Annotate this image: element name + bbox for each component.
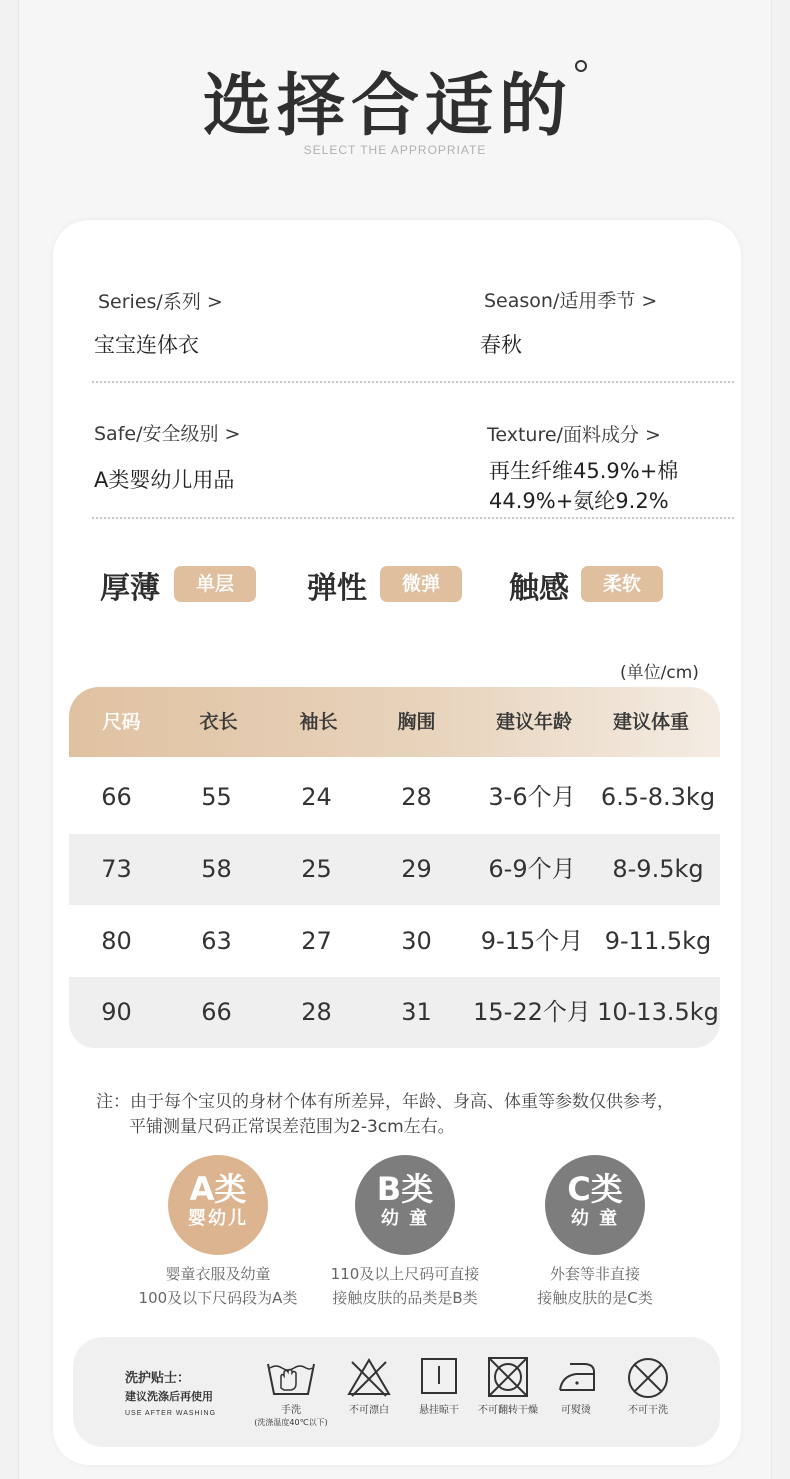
no-tumble-dry-label: 不可翻转干燥 (478, 1405, 538, 1416)
unit-label: (单位/cm) (620, 663, 699, 683)
page-title: 选择合适的 (0, 52, 790, 149)
table-cell: 9-15个月 (480, 927, 584, 955)
column-header: 建议体重 (612, 711, 689, 733)
no-bleach-icon (346, 1356, 392, 1398)
series-label: Series/系列 > (98, 291, 223, 313)
feature-touch-tag: 柔软 (581, 566, 663, 602)
divider (92, 517, 734, 519)
table-cell: 90 (101, 998, 132, 1026)
table-cell: 58 (201, 855, 232, 883)
column-header: 胸围 (397, 711, 436, 733)
table-cell: 66 (101, 783, 132, 811)
series-value: 宝宝连体衣 (94, 333, 199, 357)
texture-value: 再生纤维45.9%+棉 44.9%+氨纶9.2% (489, 459, 679, 513)
table-cell: 55 (201, 783, 232, 811)
table-row (69, 977, 720, 1048)
season-label: Season/适用季节 > (484, 290, 658, 312)
table-cell: 8-9.5kg (612, 855, 704, 883)
iron-icon (556, 1356, 598, 1396)
table-cell: 3-6个月 (488, 783, 576, 811)
page-subtitle: SELECT THE APPROPRIATE (303, 143, 487, 157)
no-bleach-label: 不可漂白 (349, 1405, 389, 1416)
table-cell: 63 (201, 927, 232, 955)
season-value: 春秋 (480, 333, 522, 357)
texture-label: Texture/面料成分 > (487, 424, 661, 446)
safe-label: Safe/安全级别 > (94, 423, 241, 445)
hang-dry-icon (420, 1356, 458, 1396)
class-a-badge: A类 婴幼儿 (168, 1155, 268, 1255)
no-dry-clean-icon (626, 1356, 670, 1400)
class-b-description: 110及以上尺码可直接 接触皮肤的品类是B类 (330, 1265, 480, 1307)
hang-dry-label: 悬挂晾干 (419, 1405, 459, 1416)
care-subtitle: 建议洗涤后再使用 (125, 1390, 213, 1403)
table-cell: 29 (401, 855, 432, 883)
table-cell: 80 (101, 927, 132, 955)
size-table-header (69, 687, 720, 757)
class-c-badge: C类 幼 童 (545, 1155, 645, 1255)
title-ring-mark (575, 60, 587, 72)
table-row (69, 834, 720, 905)
column-header: 建议年龄 (495, 711, 572, 733)
table-cell: 66 (201, 998, 232, 1026)
feature-touch: 触感 (509, 571, 569, 606)
feature-thickness: 厚薄 (100, 571, 160, 606)
table-cell: 10-13.5kg (597, 998, 719, 1026)
care-title: 洗护贴士： (125, 1371, 191, 1386)
care-english: USE AFTER WASHING (125, 1410, 217, 1417)
table-cell: 6-9个月 (488, 855, 576, 883)
table-cell: 6.5-8.3kg (600, 783, 716, 811)
no-tumble-dry-icon (487, 1356, 529, 1398)
table-row (69, 906, 720, 977)
feature-elasticity-tag: 微弹 (380, 566, 462, 602)
iron-label: 可熨烫 (561, 1405, 591, 1416)
column-header: 尺码 (102, 711, 141, 733)
feature-thickness-tag: 单层 (174, 566, 256, 602)
table-cell: 31 (401, 998, 432, 1026)
no-dry-clean-label: 不可干洗 (628, 1405, 668, 1416)
feature-elasticity: 弹性 (307, 571, 367, 606)
divider (92, 381, 734, 383)
safe-value: A类婴幼儿用品 (94, 468, 235, 492)
table-cell: 73 (101, 855, 132, 883)
table-cell: 30 (401, 927, 432, 955)
table-cell: 25 (301, 855, 332, 883)
column-header: 衣长 (199, 711, 238, 733)
class-c-description: 外套等非直接 接触皮肤的是C类 (537, 1265, 653, 1307)
hand-wash-label: 手洗 (洗涤温度40℃以下) (254, 1405, 328, 1427)
table-cell: 28 (301, 998, 332, 1026)
hand-wash-icon (266, 1356, 316, 1400)
table-cell: 15-22个月 (473, 998, 591, 1026)
measurement-note: 注：由于每个宝贝的身材个体有所差异，年龄、身高、体重等参数仅供参考， 平铺测量尺码正常误差范围为2-3cm左右。 (96, 1092, 674, 1137)
table-cell: 27 (301, 927, 332, 955)
table-cell: 24 (301, 783, 332, 811)
table-cell: 9-11.5kg (604, 927, 712, 955)
column-header: 袖长 (299, 711, 338, 733)
class-b-badge: B类 幼 童 (355, 1155, 455, 1255)
table-row (69, 762, 720, 833)
table-cell: 28 (401, 783, 432, 811)
class-a-description: 婴童衣服及幼童 100及以下尺码段为A类 (138, 1265, 298, 1307)
